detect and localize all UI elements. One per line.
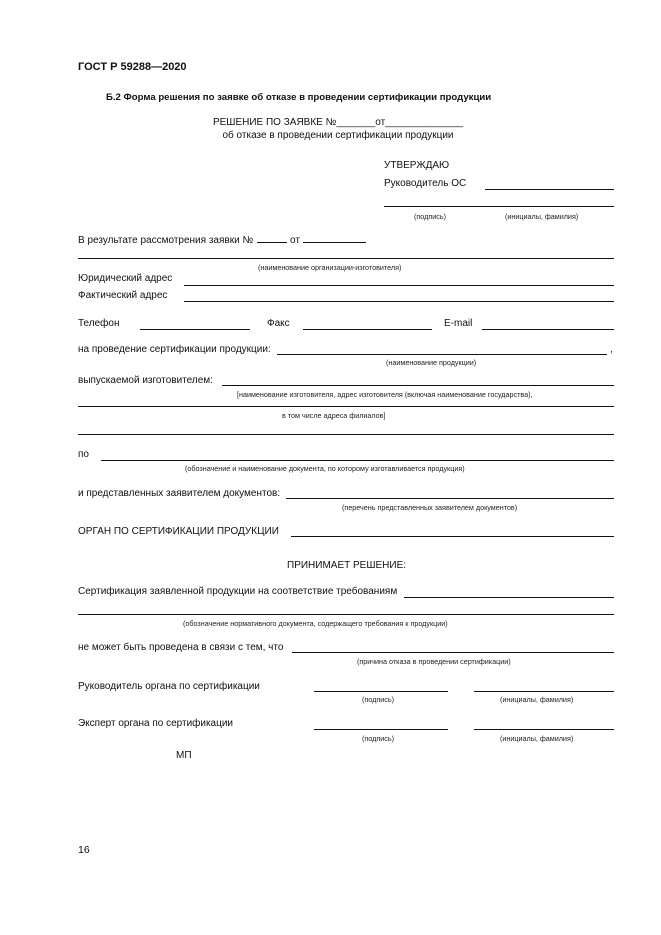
manufacturer-field[interactable] bbox=[222, 385, 614, 386]
normative-document-field[interactable] bbox=[78, 614, 614, 615]
form-subtitle: об отказе в проведении сертификации продукции bbox=[222, 130, 454, 141]
reason-caption: (причина отказа в проведении сертификации) bbox=[357, 657, 511, 666]
email-label: E-mail bbox=[444, 318, 473, 329]
manufactured-by-label: выпускаемой изготовителем: bbox=[78, 375, 213, 386]
decision-heading: ПРИНИМАЕТ РЕШЕНИЕ: bbox=[287, 560, 407, 571]
phone-field[interactable] bbox=[140, 329, 250, 330]
actual-address-label: Фактический адрес bbox=[78, 290, 168, 301]
manufacturer-address-field[interactable] bbox=[78, 406, 614, 407]
email-field[interactable] bbox=[482, 329, 614, 330]
expert-label: Эксперт органа по сертификации bbox=[78, 718, 234, 729]
standard-number: ГОСТ Р 59288—2020 bbox=[78, 61, 187, 73]
actual-address-field[interactable] bbox=[184, 301, 614, 302]
form-title: РЕШЕНИЕ ПО ЗАЯВКЕ №_______от______________ bbox=[212, 117, 464, 128]
organization-caption: (наименование организации-изготовителя) bbox=[258, 263, 402, 272]
approval-signature-caption: (подпись) bbox=[414, 212, 446, 221]
page-number: 16 bbox=[78, 844, 90, 856]
requirements-field[interactable] bbox=[404, 597, 614, 598]
legal-address-field[interactable] bbox=[184, 285, 614, 286]
fax-field[interactable] bbox=[303, 329, 432, 330]
cert-body-label: ОРГАН ПО СЕРТИФИКАЦИИ ПРОДУКЦИИ bbox=[78, 526, 279, 537]
submitted-docs-label: и представленных заявителем документов: bbox=[78, 488, 281, 499]
approval-name-caption: (инициалы, фамилия) bbox=[505, 212, 579, 221]
phone-label: Телефон bbox=[78, 318, 120, 329]
fax-label: Факс bbox=[267, 318, 290, 329]
expert-name-field[interactable] bbox=[474, 729, 614, 730]
head-os-line[interactable] bbox=[485, 189, 614, 190]
application-date-field[interactable] bbox=[303, 242, 366, 243]
legal-address-label: Юридический адрес bbox=[78, 273, 173, 284]
application-number-field[interactable] bbox=[257, 242, 287, 243]
expert-signature-field[interactable] bbox=[314, 729, 448, 730]
branches-caption: в том числе адреса филиалов] bbox=[282, 411, 386, 420]
product-caption: (наименование продукции) bbox=[386, 358, 477, 367]
cert-body-field[interactable] bbox=[291, 536, 614, 537]
manufacturer-caption: [наименование изготовителя, адрес изготовителя (включая наименование государства), bbox=[237, 390, 533, 399]
section-title: Б.2 Форма решения по заявке об отказе в проведении сертификации продукции bbox=[106, 92, 492, 103]
conformity-label: Сертификация заявленной продукции на соответствие требованиям bbox=[78, 586, 398, 597]
certification-for-label: на проведение сертификации продукции: bbox=[78, 344, 271, 355]
organization-field[interactable] bbox=[78, 258, 614, 259]
head-signature-caption: (подпись) bbox=[362, 695, 394, 704]
expert-signature-caption: (подпись) bbox=[362, 734, 394, 743]
document-field[interactable] bbox=[101, 460, 614, 461]
head-os-label: Руководитель ОС bbox=[384, 178, 467, 189]
normative-caption: (обозначение нормативного документа, содержащего требования к продукции) bbox=[183, 619, 448, 628]
submitted-docs-caption: (перечень представленных заявителем документов) bbox=[342, 503, 518, 512]
document-caption: (обозначение и наименование документа, по которому изготавливается продукция) bbox=[185, 464, 465, 473]
head-name-caption: (инициалы, фамилия) bbox=[500, 695, 574, 704]
product-comma: , bbox=[610, 344, 613, 355]
head-signature-field[interactable] bbox=[314, 691, 448, 692]
cannot-be-label: не может быть проведена в связи с тем, что bbox=[78, 642, 284, 653]
expert-name-caption: (инициалы, фамилия) bbox=[500, 734, 574, 743]
by-label: по bbox=[78, 449, 89, 460]
product-field[interactable] bbox=[277, 354, 607, 355]
stamp-label: МП bbox=[176, 750, 192, 761]
review-label: В результате рассмотрения заявки № bbox=[78, 235, 254, 246]
branches-field[interactable] bbox=[78, 434, 614, 435]
reason-field[interactable] bbox=[292, 652, 614, 653]
approval-signature-line[interactable] bbox=[384, 206, 614, 207]
approve-label: УТВЕРЖДАЮ bbox=[384, 160, 450, 171]
head-body-label: Руководитель органа по сертификации bbox=[78, 681, 260, 692]
head-name-field[interactable] bbox=[474, 691, 614, 692]
review-from-label: от bbox=[290, 235, 300, 246]
submitted-docs-field[interactable] bbox=[286, 498, 614, 499]
